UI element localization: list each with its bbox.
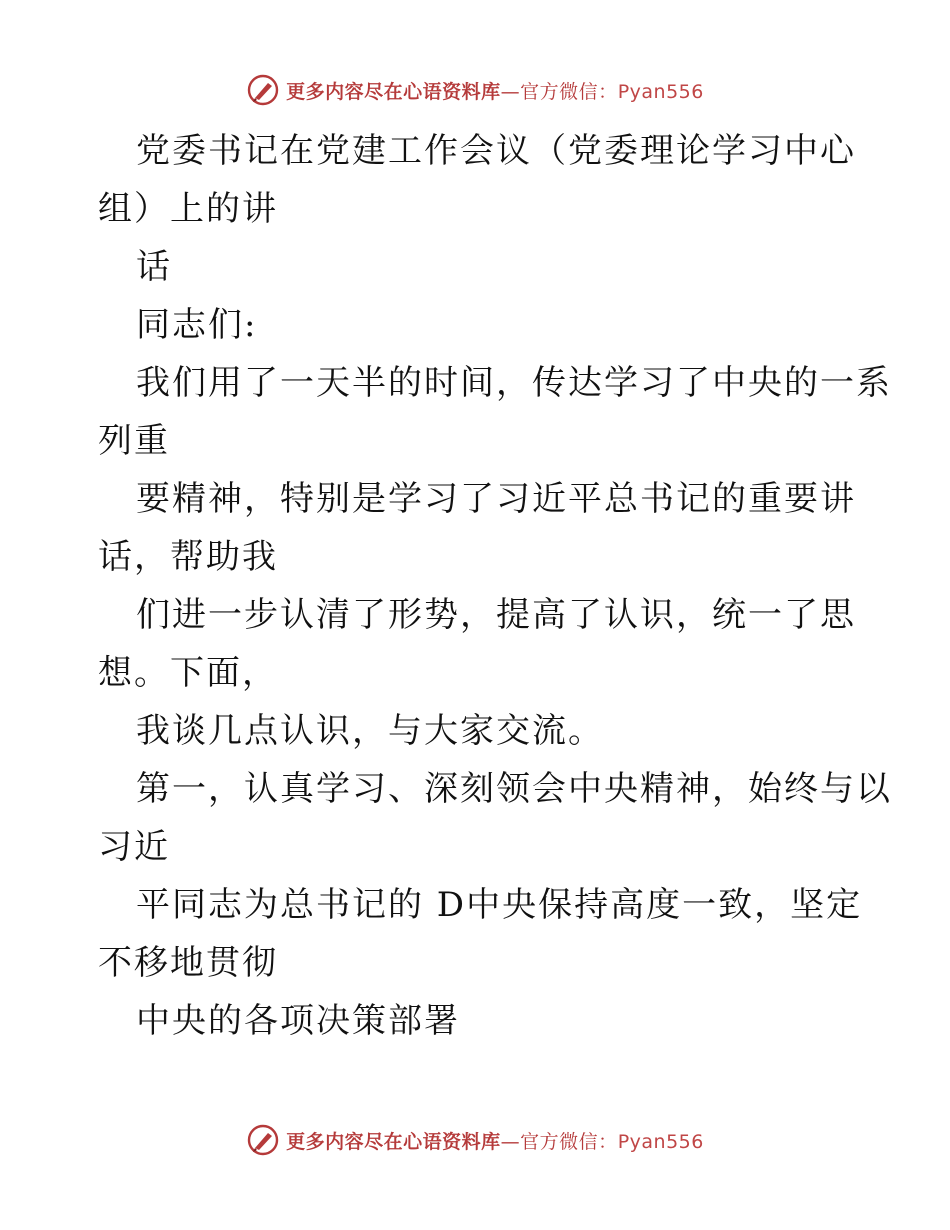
watermark-sub: 官方微信： [520, 80, 618, 103]
text-line: 平同志为总书记的 D中央保持高度一致，坚定 [136, 885, 863, 925]
text-line: 话，帮助我 [98, 537, 278, 577]
pen-logo-icon [246, 73, 280, 107]
text-line: 中央的各项决策部署 [136, 1001, 460, 1041]
watermark-sub: 官方微信： [520, 1130, 618, 1153]
text-line: 想。下面， [98, 653, 278, 693]
text-line: 不移地贯彻 [98, 943, 278, 983]
text-line: 组）上的讲 [98, 189, 278, 229]
watermark-text [286, 77, 704, 104]
text-line: 第一，认真学习、深刻领会中央精神，始终与以 [136, 769, 892, 809]
watermark-id: Pyan556 [617, 1130, 704, 1153]
text-line: 同志们: [136, 305, 258, 345]
watermark-id: Pyan556 [617, 80, 704, 103]
text-line: 话 [136, 247, 172, 287]
header-watermark [0, 70, 950, 110]
text-line: 我谈几点认识，与大家交流。 [136, 711, 604, 751]
text-line: 习近 [98, 827, 170, 867]
watermark-brand: 更多内容尽在心语资料库 [286, 80, 501, 103]
text-line: 我们用了一天半的时间，传达学习了中央的一系 [136, 363, 892, 403]
watermark-dash: — [500, 80, 521, 103]
watermark-text [286, 1127, 704, 1154]
watermark-brand: 更多内容尽在心语资料库 [286, 1130, 501, 1153]
document-body [98, 122, 892, 1050]
footer-watermark [0, 1120, 950, 1160]
text-line: 要精神，特别是学习了习近平总书记的重要讲 [136, 479, 856, 519]
text-line: 列重 [98, 421, 170, 461]
text-line: 们进一步认清了形势，提高了认识，统一了思 [136, 595, 856, 635]
pen-logo-icon [246, 1123, 280, 1157]
watermark-dash: — [500, 1130, 521, 1153]
text-line: 党委书记在党建工作会议（党委理论学习中心 [136, 131, 856, 171]
